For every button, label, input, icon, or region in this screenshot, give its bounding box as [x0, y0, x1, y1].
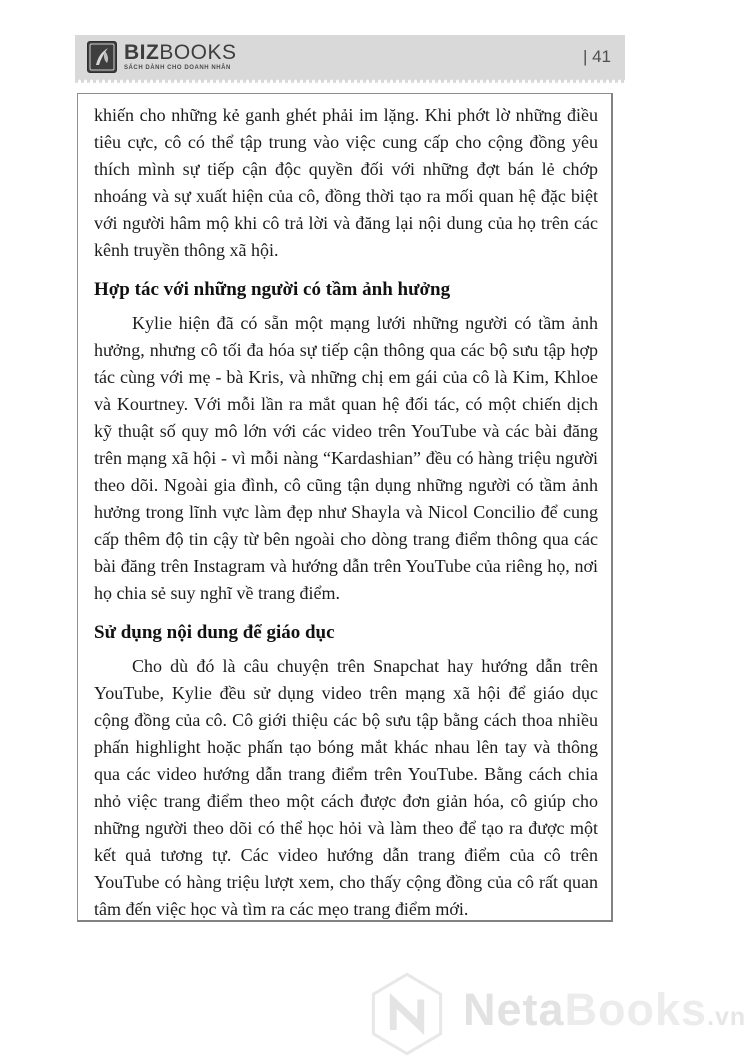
page-number: | 41 [582, 47, 611, 66]
netabooks-hexagon-icon [360, 972, 454, 1056]
section-heading-influencers: Hợp tác với những người có tầm ảnh hưởng [94, 279, 451, 300]
wordmark-tld: .vn [707, 1003, 746, 1031]
brand-name [124, 43, 237, 63]
brand-tagline: SÁCH DÀNH CHO DOANH NHÂN [124, 65, 231, 71]
wordmark-books: Books [564, 984, 708, 1035]
wordmark-neta: Neta [463, 984, 565, 1035]
brand-name-biz: BIZ [124, 41, 160, 64]
page-header [75, 35, 625, 79]
brand-block [87, 41, 237, 73]
paragraph-influencers: Kylie hiện đã có sẵn một mạng lưới những người có tầm ảnh hưởng, nhưng cô tối đa hóa sự tiếp cận thông qua các bộ sưu tập hợp tác cùng với mẹ - bà Kris, và những chị em gái của cô là Kim, Khloe và Kourtney. Với mỗi lần ra mắt quan hệ đối tác, có một chiến dịch kỹ thuật số quy mô lớn với các video trên YouTube và các bài đăng trên mạng xã hội - vì mỗi nàng “Kardashian” đều có hàng triệu người theo dõi. Ngoài gia đình, cô cũng tận dụng những người có tầm ảnh hưởng trong lĩnh vực làm đẹp như Shayla và Nicol Concilio để cung cấp thêm độ tin cậy từ bên ngoài cho dòng trang điểm thông qua các bài đăng trên Instagram và hướng dẫn trên YouTube của riêng họ, nơi họ chia sẻ suy nghĩ về trang điểm. [94, 313, 598, 603]
brand-name-books: BOOKS [159, 41, 237, 64]
bizbooks-logo-icon [87, 41, 117, 73]
netabooks-wordmark [463, 968, 746, 1059]
brand-text [124, 43, 237, 71]
paragraph-continuation: khiến cho những kẻ ganh ghét phải im lặng. Khi phớt lờ những điều tiêu cực, cô có thể tập trung vào việc cung cấp cho cộng đồng yêu thích mình sự tiếp cận độc quyền đối với những đợt bán lẻ chớp nhoáng và sự xuất hiện của cô, đồng thời tạo ra mối quan hệ đặc biệt với người hâm mộ khi cô trả lời và đăng lại nội dung của họ trên các kênh truyền thông xã hội. [94, 105, 598, 260]
paragraph-education: Cho dù đó là câu chuyện trên Snapchat hay hướng dẫn trên YouTube, Kylie đều sử dụng video trên mạng xã hội để giáo dục cộng đồng của cô. Cô giới thiệu các bộ sưu tập bằng cách thoa nhiều phấn highlight hoặc phấn tạo bóng mắt khác nhau lên tay và thông qua các video hướng dẫn trang điểm trên YouTube. Bằng cách chia nhỏ việc trang điểm theo một cách được đơn giản hóa, cô giúp cho những người theo dõi có thể học hỏi và làm theo để tạo ra được một kết quả tương tự. Các video hướng dẫn trang điểm của cô trên YouTube có hàng triệu lượt xem, cho thấy cộng đồng của cô rất quan tâm đến việc học và tìm ra các mẹo trang điểm mới. [94, 656, 598, 919]
section-heading-education: Sử dụng nội dung để giáo dục [94, 622, 335, 643]
netabooks-watermark [360, 968, 746, 1059]
body-text-box [77, 93, 613, 922]
